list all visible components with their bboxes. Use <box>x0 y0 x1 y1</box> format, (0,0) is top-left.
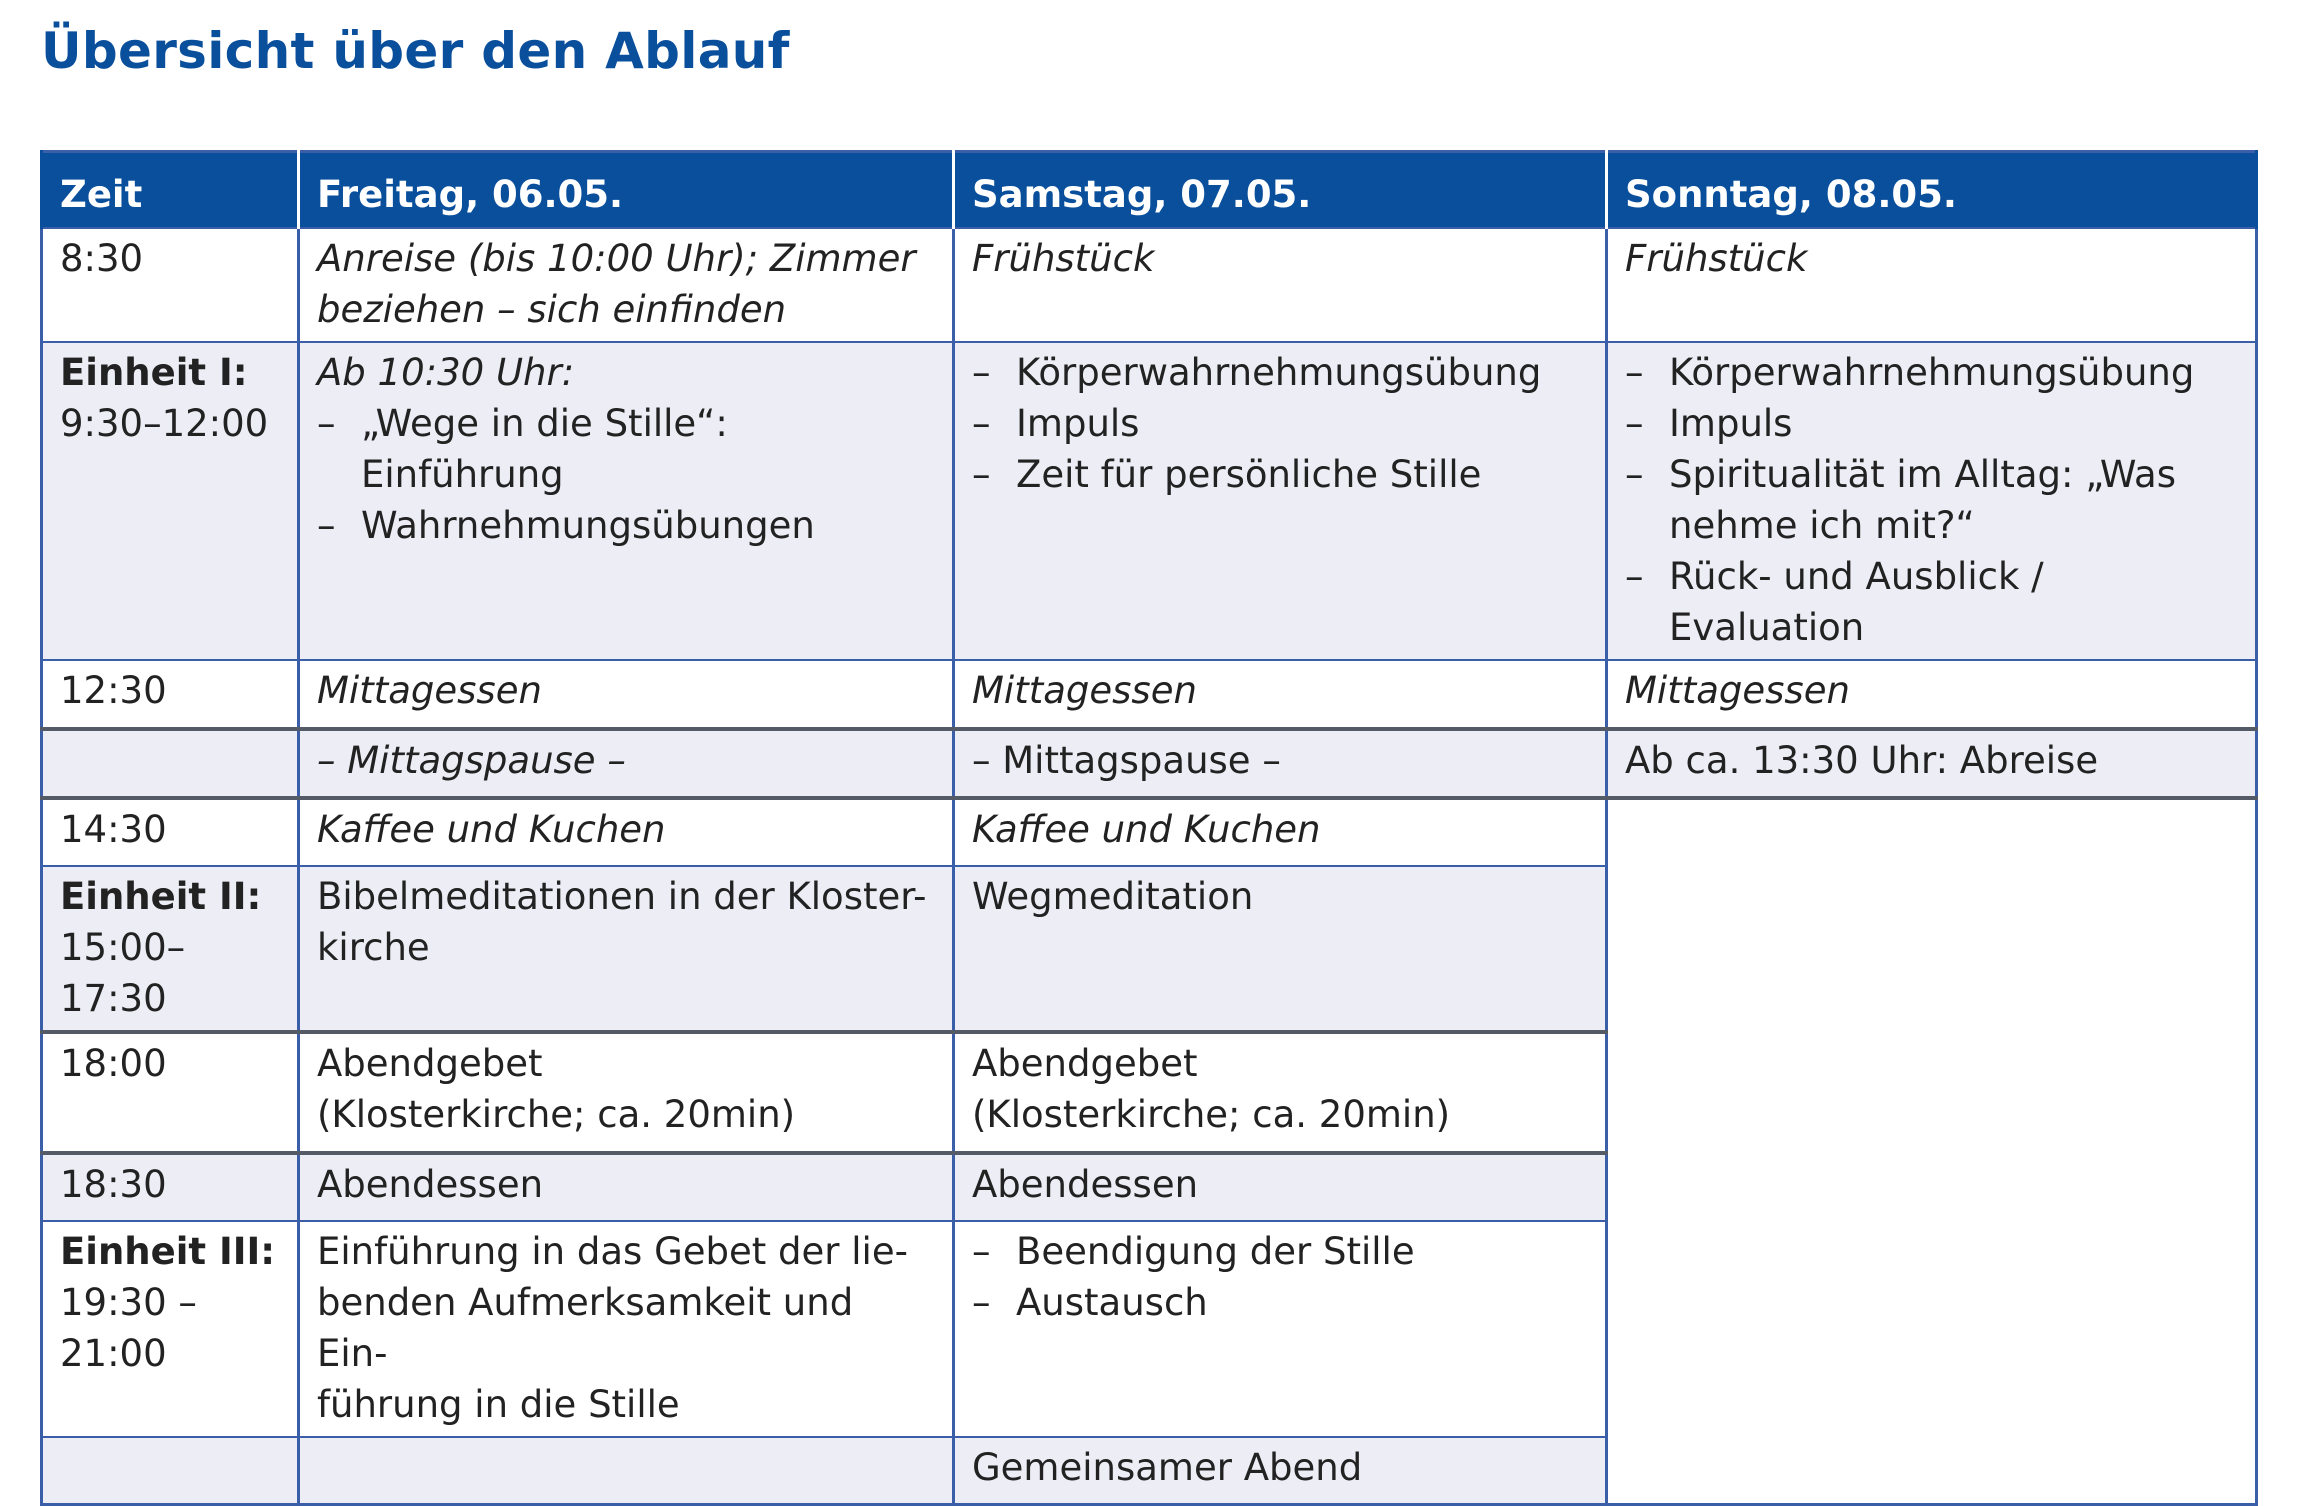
saturday-cell: Abendessen <box>954 1153 1607 1221</box>
schedule-table <box>40 150 2258 1506</box>
friday-cell <box>299 342 954 660</box>
saturday-list <box>972 347 1588 500</box>
friday-cell <box>299 1221 954 1437</box>
table-header-row <box>42 152 2257 229</box>
list-item: – Impuls <box>972 398 1588 449</box>
time-range: 21:00 <box>60 1332 167 1375</box>
saturday-cell <box>954 1221 1607 1437</box>
friday-line: benden Aufmerksamkeit und Ein- <box>317 1281 854 1375</box>
list-item: – Wahrnehmungsübungen <box>317 500 935 551</box>
sunday-empty-cell <box>1607 798 2257 1504</box>
saturday-cell: Wegmeditation <box>954 866 1607 1032</box>
friday-cell: Abendessen <box>299 1153 954 1221</box>
header-samstag: Samstag, 07.05. <box>954 152 1607 229</box>
sunday-cell <box>1607 342 2257 660</box>
page-title: Übersicht über den Ablauf <box>41 22 790 80</box>
sunday-list <box>1625 347 2238 653</box>
time-cell <box>42 729 299 798</box>
time-range: 15:00–17:30 <box>60 926 186 1020</box>
friday-line: Anreise (bis 10:00 Uhr); Zimmer <box>317 237 916 280</box>
friday-line: Bibelmeditationen in der Kloster- <box>317 875 927 918</box>
time-cell: 18:30 <box>42 1153 299 1221</box>
time-cell <box>42 1437 299 1504</box>
friday-cell <box>299 866 954 1032</box>
friday-line: kirche <box>317 926 430 969</box>
friday-list <box>317 398 935 551</box>
friday-cell <box>299 1032 954 1153</box>
saturday-cell <box>954 1032 1607 1153</box>
saturday-cell: Kaffee und Kuchen <box>954 798 1607 866</box>
list-item: – Austausch <box>972 1277 1588 1328</box>
friday-line: Einführung in das Gebet der lie- <box>317 1230 908 1273</box>
table-row <box>42 729 2257 798</box>
friday-cell <box>299 1437 954 1504</box>
friday-cell <box>299 228 954 342</box>
list-item: – „Wege in die Stille“: Einführung <box>317 398 935 500</box>
list-item: – Spiritualität im Alltag: „Was nehme ich mit?“ <box>1625 449 2238 551</box>
friday-intro: Ab 10:30 Uhr: <box>317 351 575 394</box>
list-item: – Zeit für persönliche Stille <box>972 449 1588 500</box>
saturday-cell: Mittagessen <box>954 660 1607 729</box>
time-cell <box>42 342 299 660</box>
unit-label: Einheit III: <box>60 1230 276 1273</box>
time-cell: 14:30 <box>42 798 299 866</box>
list-item: – Körperwahrnehmungsübung <box>1625 347 2238 398</box>
time-cell: 12:30 <box>42 660 299 729</box>
saturday-cell: Gemeinsamer Abend <box>954 1437 1607 1504</box>
friday-cell: Kaffee und Kuchen <box>299 798 954 866</box>
table-row <box>42 660 2257 729</box>
list-item: – Rück- und Ausblick / Evaluation <box>1625 551 2238 653</box>
saturday-line: (Klosterkirche; ca. 20min) <box>972 1093 1451 1136</box>
friday-line: führung in die Stille <box>317 1383 680 1426</box>
table-row <box>42 228 2257 342</box>
saturday-line: Abendgebet <box>972 1042 1198 1085</box>
header-freitag: Freitag, 06.05. <box>299 152 954 229</box>
time-range: 19:30 – <box>60 1281 197 1324</box>
table-row <box>42 342 2257 660</box>
friday-line: (Klosterkirche; ca. 20min) <box>317 1093 796 1136</box>
saturday-cell: – Mittagspause – <box>954 729 1607 798</box>
time-cell <box>42 1221 299 1437</box>
header-zeit: Zeit <box>42 152 299 229</box>
table-row <box>42 798 2257 866</box>
header-sonntag: Sonntag, 08.05. <box>1607 152 2257 229</box>
time-range: 9:30–12:00 <box>60 402 269 445</box>
time-cell: 18:00 <box>42 1032 299 1153</box>
list-item: – Impuls <box>1625 398 2238 449</box>
unit-label: Einheit I: <box>60 351 248 394</box>
friday-cell: – Mittagspause – <box>299 729 954 798</box>
list-item: – Beendigung der Stille <box>972 1226 1588 1277</box>
sunday-cell: Ab ca. 13:30 Uhr: Abreise <box>1607 729 2257 798</box>
friday-line: Abendgebet <box>317 1042 543 1085</box>
saturday-cell: Frühstück <box>954 228 1607 342</box>
friday-cell: Mittagessen <box>299 660 954 729</box>
unit-label: Einheit II: <box>60 875 262 918</box>
time-cell <box>42 866 299 1032</box>
saturday-cell <box>954 342 1607 660</box>
time-cell: 8:30 <box>42 228 299 342</box>
sunday-cell: Frühstück <box>1607 228 2257 342</box>
saturday-list <box>972 1226 1588 1328</box>
friday-line: beziehen – sich einfinden <box>317 288 787 331</box>
sunday-cell: Mittagessen <box>1607 660 2257 729</box>
list-item: – Körperwahrnehmungsübung <box>972 347 1588 398</box>
